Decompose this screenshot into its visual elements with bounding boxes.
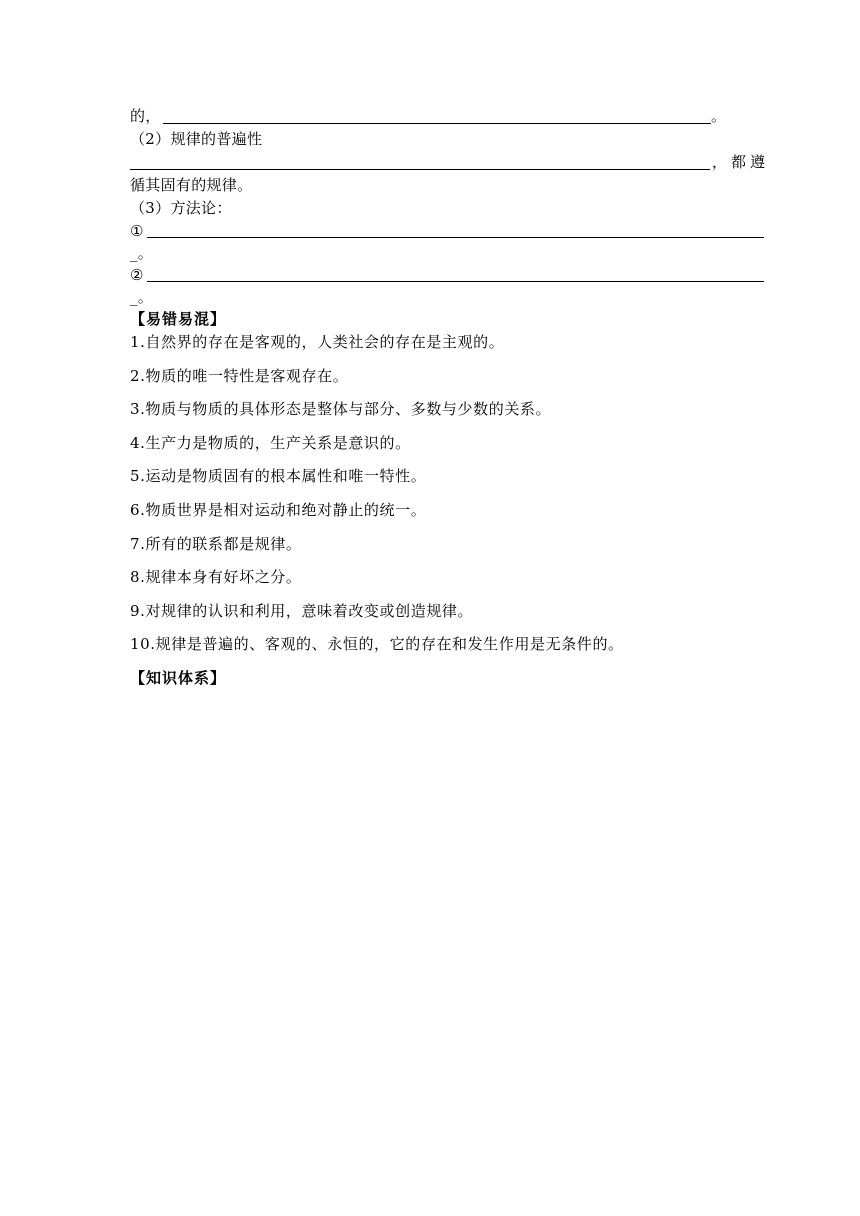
mistake-item: 4.生产力是物质的，生产关系是意识的。 [130,434,411,452]
answer-blank-method-2[interactable] [147,281,764,282]
mistake-item: 3.物质与物质的具体形态是整体与部分、多数与少数的关系。 [130,400,552,418]
method-2-marker: ② [130,266,144,284]
knowledge-heading: 【知识体系】 [130,669,227,687]
mistake-item: 9.对规律的认识和利用，意味着改变或创造规律。 [130,602,474,620]
method-2-end: _。 [130,288,154,306]
fill-line-1-suffix: 。 [711,107,727,125]
method-1-marker: ① [130,222,144,240]
item-3-heading: （3）方法论： [130,199,232,217]
mistake-item: 8.规律本身有好坏之分。 [130,568,302,586]
mistake-item: 1.自然界的存在是客观的，人类社会的存在是主观的。 [130,333,505,351]
mistake-item: 6.物质世界是相对运动和绝对静止的统一。 [130,501,427,519]
item-2-continuation: 循其固有的规律。 [130,176,253,194]
mistake-item: 7.所有的联系都是规律。 [130,535,302,553]
item-2-suffix: ，都遵 [712,153,770,171]
answer-blank-method-1[interactable] [147,237,764,238]
mistake-item: 10.规律是普遍的、客观的、永恒的，它的存在和发生作用是无条件的。 [130,635,624,653]
mistakes-heading: 【易错易混】 [130,310,227,328]
mistake-item: 2.物质的唯一特性是客观存在。 [130,367,349,385]
fill-line-1-prefix: 的， [130,107,161,125]
mistake-item: 5.运动是物质固有的根本属性和唯一特性。 [130,467,427,485]
answer-blank-2[interactable] [130,169,710,170]
item-2-heading: （2）规律的普遍性 [130,130,263,148]
answer-blank-1[interactable] [163,123,711,124]
method-1-end: _。 [130,244,154,262]
